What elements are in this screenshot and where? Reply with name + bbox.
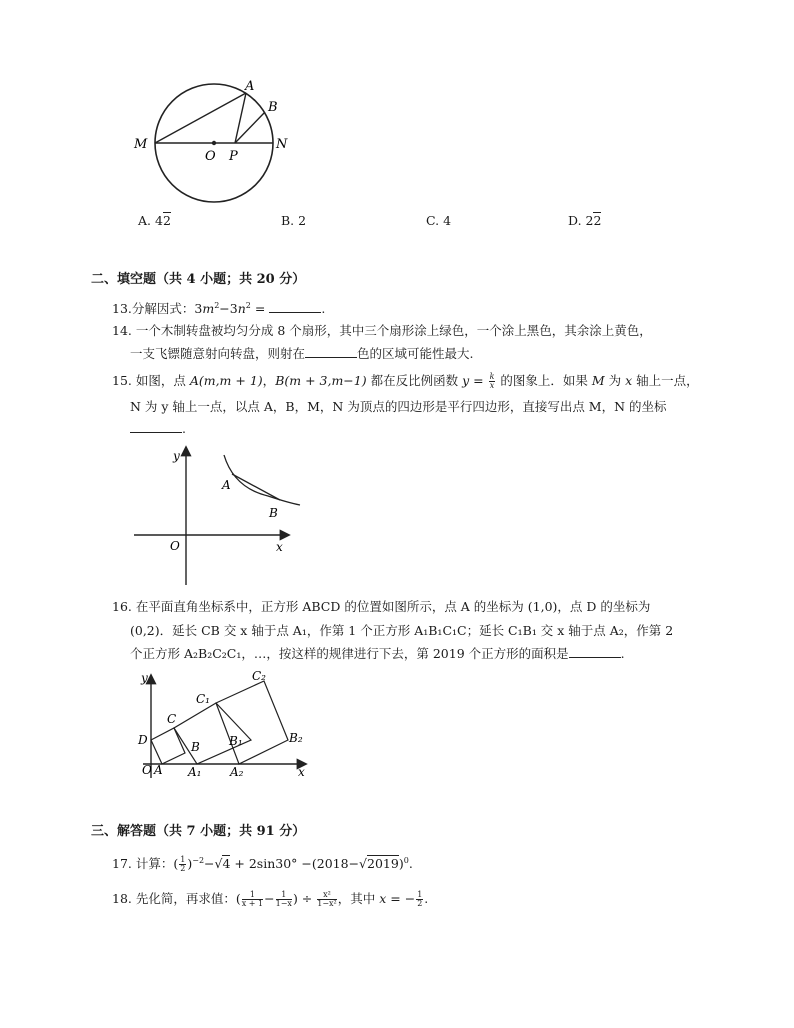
squares-figure <box>133 668 313 783</box>
label-b: B <box>269 506 278 520</box>
question-17: 17. 计算：( $\frac{1}{2}$ )$^{-2}-√4 + 2\sin 30^\circ -(2018-√2019)^0$. <box>112 855 413 874</box>
fraction-3: $\frac{\text{x²}}{\text{1−x²}}$ <box>317 890 337 908</box>
fraction-k-over-x: $\frac{k}{x}$ <box>489 372 495 390</box>
segment-pb <box>235 112 265 143</box>
fraction-2: $\frac{1}{1-x}$ <box>275 890 292 908</box>
hyperbola-curve <box>224 455 300 505</box>
chord-ma <box>155 93 246 143</box>
answer-blank-15[interactable] <box>130 420 182 433</box>
option-b: B. 2 <box>281 213 307 228</box>
label-b1: B₁ <box>229 734 243 748</box>
question-15-line2: N 为 y 轴上一点，以点 A，B，M，N 为顶点的四边形是平行四边形，直接写出点 M，N 的坐标 <box>130 399 667 414</box>
square-abcd <box>151 728 185 764</box>
question-13: 13.分解因式：$3m^2-3n^2$ = . <box>112 301 326 317</box>
circle-figure <box>128 78 298 208</box>
question-14-line1: 14. 一个木制转盘被均匀分成 8 个扇形，其中三个扇形涂上绿色，一个涂上黑色，其余涂上黄色， <box>112 323 652 338</box>
section3-title: 三、解答题（共 7 小题；共 91 分） <box>91 824 306 839</box>
section2-title: 二、填空题（共 4 小题；共 20 分） <box>91 272 306 287</box>
label-y: y <box>173 449 180 463</box>
label-c2: C₂ <box>252 669 266 683</box>
answer-blank-13[interactable] <box>269 300 321 313</box>
question-16-line2: (0,2)．延长 CB 交 x 轴于点 A₁，作第 1 个正方形 A₁B₁C₁C；延长 C₁B₁ 交 x 轴于点 A₂，作第 2 <box>130 623 674 638</box>
label-m: M <box>134 137 148 152</box>
hyperbola-figure <box>128 440 313 590</box>
fraction-1: $\frac{1}{x + 1}$ <box>241 890 264 908</box>
label-p: P <box>229 149 238 164</box>
label-a: A <box>245 79 255 94</box>
question-15-line1: 15. 如图，点 A(m,m + 1)，B(m + 3,m−1) 都在反比例函数 y = $\frac{k}{x}$ 的图象上．如果 M 为 x 轴上一点， <box>112 372 699 390</box>
label-a: A <box>154 763 163 777</box>
option-c: C. 4 <box>426 213 452 228</box>
label-n: N <box>276 137 288 152</box>
label-b: B <box>191 740 200 754</box>
label-a: A <box>222 478 231 492</box>
answer-blank-14[interactable] <box>305 345 357 358</box>
label-o: O <box>205 149 216 164</box>
question-15-line3: . <box>130 420 186 438</box>
option-a: A. 42 <box>138 213 171 228</box>
label-a1: A₁ <box>188 765 202 779</box>
fraction-one-half: $\frac{1}{2}$ <box>180 855 186 874</box>
label-o: O <box>170 539 180 553</box>
option-d: D. 22 <box>568 213 602 228</box>
center-point <box>212 141 216 145</box>
question-18: 18. 先化简，再求值：( $\frac{1}{x + 1}$ − $\frac{1}{1-x}$ ) ÷ $\frac{\text{x²}}{\text{1−x²}}$ ，其中 x = − $\frac{1}{2}$ . <box>112 890 429 908</box>
answer-blank-16[interactable] <box>569 645 621 658</box>
label-c: C <box>167 712 177 726</box>
label-b: B <box>268 100 278 115</box>
segment-pa <box>235 93 246 143</box>
label-d: D <box>138 733 148 747</box>
question-16-line1: 16. 在平面直角坐标系中，正方形 ABCD 的位置如图所示，点 A 的坐标为 (1,0)，点 D 的坐标为 <box>112 599 651 614</box>
label-y: y <box>141 671 148 685</box>
question-16-line3: 个正方形 A₂B₂C₂C₁，…，按这样的规律进行下去，第 2019 个正方形的面积是 . <box>130 646 625 661</box>
square-2 <box>216 681 288 764</box>
label-c1: C₁ <box>196 692 210 706</box>
question-14-line2: 一支飞镖随意射向转盘，则射在 色的区域可能性最大. <box>130 346 474 361</box>
label-x: x <box>276 540 283 554</box>
label-o: O <box>142 763 152 777</box>
label-a2: A₂ <box>230 765 244 779</box>
fraction-half: $\frac{1}{2}$ <box>417 890 423 908</box>
label-x: x <box>298 765 305 779</box>
label-b2: B₂ <box>289 731 303 745</box>
segment-ab <box>232 474 280 500</box>
